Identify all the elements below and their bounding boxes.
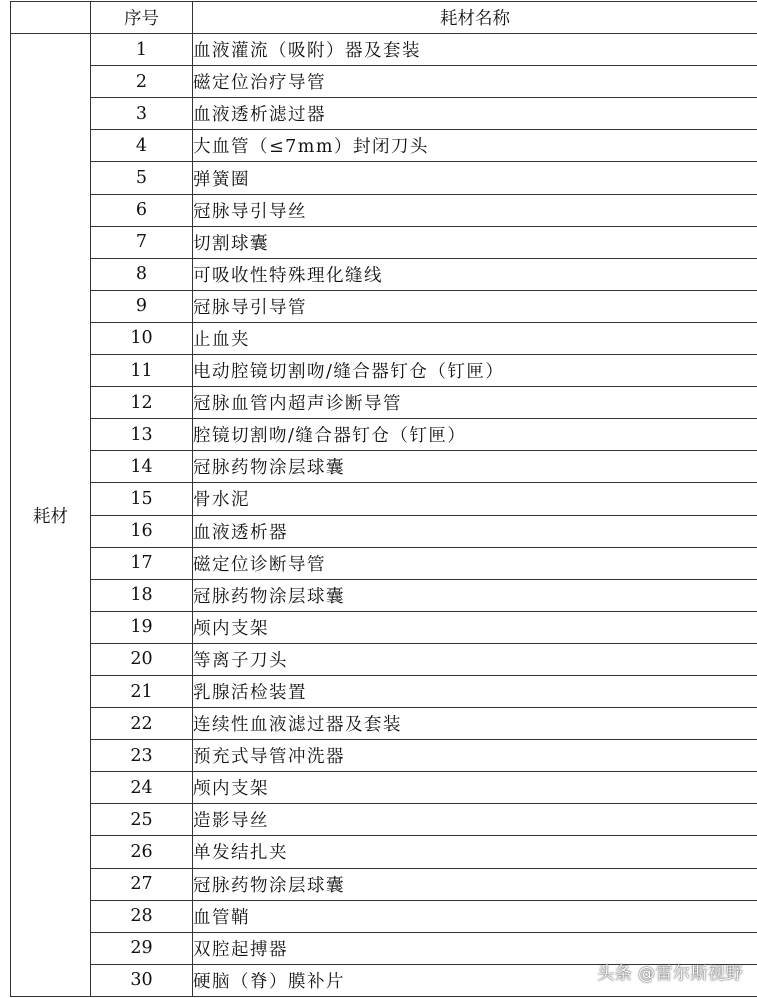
category-header bbox=[11, 2, 91, 34]
serial-number-cell: 15 bbox=[91, 483, 193, 515]
serial-number-cell: 16 bbox=[91, 515, 193, 547]
table-row bbox=[11, 868, 757, 900]
serial-number-cell: 2 bbox=[91, 66, 193, 98]
item-name-header: 耗材名称 bbox=[193, 2, 757, 34]
table-row bbox=[11, 194, 757, 226]
serial-number-cell: 14 bbox=[91, 451, 193, 483]
item-name-cell: 骨水泥 bbox=[193, 483, 757, 515]
item-name-cell: 硬脑（脊）膜补片 bbox=[193, 964, 757, 996]
table-row bbox=[11, 547, 757, 579]
table-row bbox=[11, 483, 757, 515]
header-row bbox=[11, 2, 757, 34]
serial-number-cell: 5 bbox=[91, 162, 193, 194]
item-name-cell: 颅内支架 bbox=[193, 611, 757, 643]
consumables-table bbox=[10, 1, 757, 997]
serial-number-cell: 1 bbox=[91, 34, 193, 66]
serial-number-cell: 8 bbox=[91, 258, 193, 290]
table-row bbox=[11, 98, 757, 130]
serial-number-cell: 30 bbox=[91, 964, 193, 996]
serial-number-cell: 19 bbox=[91, 611, 193, 643]
table-row bbox=[11, 804, 757, 836]
serial-number-header: 序号 bbox=[91, 2, 193, 34]
table-row bbox=[11, 708, 757, 740]
table-row bbox=[11, 836, 757, 868]
table-row bbox=[11, 740, 757, 772]
table-row bbox=[11, 226, 757, 258]
table-row bbox=[11, 290, 757, 322]
item-name-cell: 磁定位治疗导管 bbox=[193, 66, 757, 98]
serial-number-cell: 10 bbox=[91, 322, 193, 354]
table-row bbox=[11, 419, 757, 451]
table-row bbox=[11, 675, 757, 707]
table-body bbox=[11, 34, 757, 997]
table-row bbox=[11, 387, 757, 419]
table-row bbox=[11, 34, 757, 66]
table-row bbox=[11, 162, 757, 194]
item-name-cell: 单发结扎夹 bbox=[193, 836, 757, 868]
table-row bbox=[11, 66, 757, 98]
item-name-cell: 冠脉血管内超声诊断导管 bbox=[193, 387, 757, 419]
item-name-cell: 造影导丝 bbox=[193, 804, 757, 836]
item-name-cell: 冠脉药物涂层球囊 bbox=[193, 451, 757, 483]
item-name-cell: 血液透析滤过器 bbox=[193, 98, 757, 130]
table-header bbox=[11, 2, 757, 34]
serial-number-cell: 9 bbox=[91, 290, 193, 322]
serial-number-cell: 6 bbox=[91, 194, 193, 226]
item-name-cell: 连续性血液滤过器及套装 bbox=[193, 708, 757, 740]
serial-number-cell: 25 bbox=[91, 804, 193, 836]
item-name-cell: 切割球囊 bbox=[193, 226, 757, 258]
serial-number-cell: 23 bbox=[91, 740, 193, 772]
table-row bbox=[11, 900, 757, 932]
item-name-cell: 腔镜切割吻/缝合器钉仓（钉匣） bbox=[193, 419, 757, 451]
table-row bbox=[11, 611, 757, 643]
serial-number-cell: 13 bbox=[91, 419, 193, 451]
item-name-cell: 止血夹 bbox=[193, 322, 757, 354]
item-name-cell: 大血管（≤7mm）封闭刀头 bbox=[193, 130, 757, 162]
serial-number-cell: 24 bbox=[91, 772, 193, 804]
table-row bbox=[11, 322, 757, 354]
serial-number-cell: 27 bbox=[91, 868, 193, 900]
serial-number-cell: 7 bbox=[91, 226, 193, 258]
serial-number-cell: 22 bbox=[91, 708, 193, 740]
category-cell: 耗材 bbox=[11, 34, 91, 997]
item-name-cell: 冠脉药物涂层球囊 bbox=[193, 579, 757, 611]
item-name-cell: 颅内支架 bbox=[193, 772, 757, 804]
table-row bbox=[11, 355, 757, 387]
item-name-cell: 双腔起搏器 bbox=[193, 932, 757, 964]
table-row bbox=[11, 579, 757, 611]
table-row bbox=[11, 258, 757, 290]
item-name-cell: 冠脉导引导丝 bbox=[193, 194, 757, 226]
item-name-cell: 磁定位诊断导管 bbox=[193, 547, 757, 579]
serial-number-cell: 18 bbox=[91, 579, 193, 611]
item-name-cell: 血液灌流（吸附）器及套装 bbox=[193, 34, 757, 66]
item-name-cell: 冠脉药物涂层球囊 bbox=[193, 868, 757, 900]
item-name-cell: 血管鞘 bbox=[193, 900, 757, 932]
serial-number-cell: 21 bbox=[91, 675, 193, 707]
item-name-cell: 可吸收性特殊理化缝线 bbox=[193, 258, 757, 290]
serial-number-cell: 17 bbox=[91, 547, 193, 579]
watermark: 头条 @雷尔斯视野 bbox=[597, 964, 743, 984]
table-row bbox=[11, 130, 757, 162]
item-name-cell: 电动腔镜切割吻/缝合器钉仓（钉匣） bbox=[193, 355, 757, 387]
serial-number-cell: 11 bbox=[91, 355, 193, 387]
item-name-cell: 预充式导管冲洗器 bbox=[193, 740, 757, 772]
table-row bbox=[11, 515, 757, 547]
serial-number-cell: 12 bbox=[91, 387, 193, 419]
table-row bbox=[11, 451, 757, 483]
serial-number-cell: 28 bbox=[91, 900, 193, 932]
item-name-cell: 冠脉导引导管 bbox=[193, 290, 757, 322]
table-row bbox=[11, 643, 757, 675]
serial-number-cell: 20 bbox=[91, 643, 193, 675]
serial-number-cell: 26 bbox=[91, 836, 193, 868]
serial-number-cell: 4 bbox=[91, 130, 193, 162]
serial-number-cell: 3 bbox=[91, 98, 193, 130]
item-name-cell: 等离子刀头 bbox=[193, 643, 757, 675]
item-name-cell: 血液透析器 bbox=[193, 515, 757, 547]
item-name-cell: 弹簧圈 bbox=[193, 162, 757, 194]
table-row bbox=[11, 772, 757, 804]
item-name-cell: 乳腺活检装置 bbox=[193, 675, 757, 707]
serial-number-cell: 29 bbox=[91, 932, 193, 964]
